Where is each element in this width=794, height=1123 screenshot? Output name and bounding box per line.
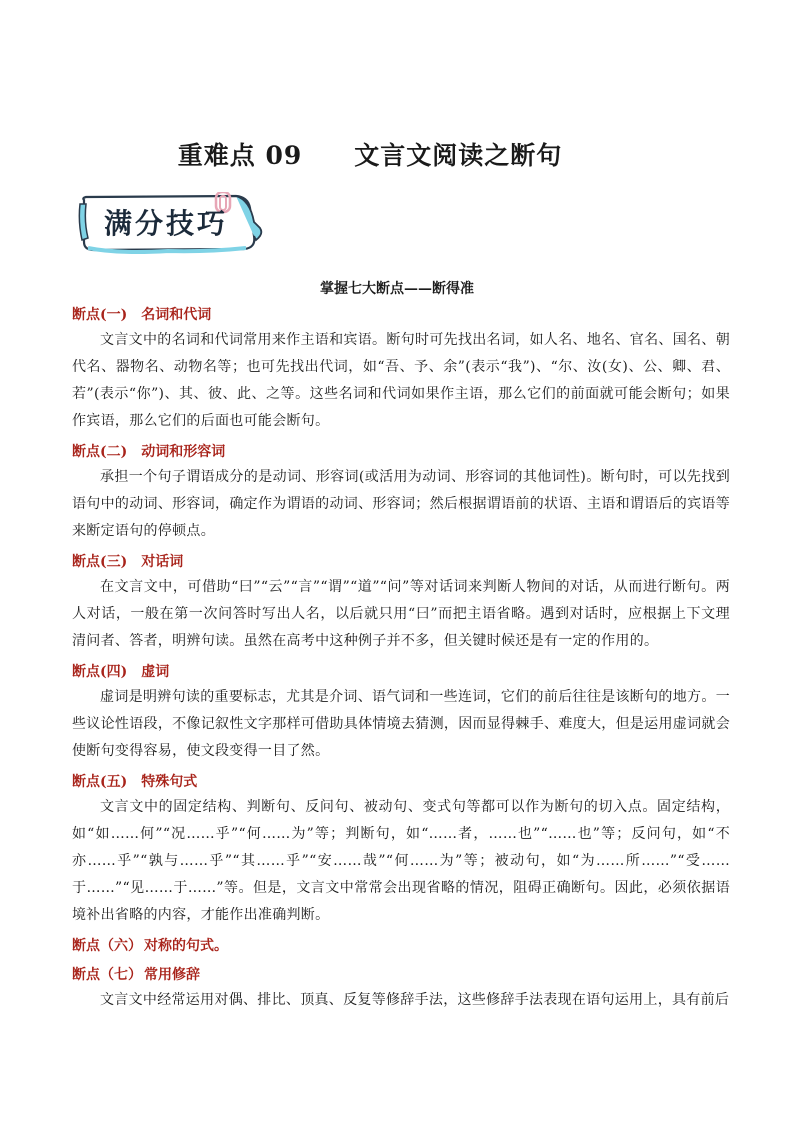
section-heading (72, 440, 730, 464)
section-number: 断点(三) (72, 554, 128, 570)
section-number: 断点(四) (72, 664, 128, 680)
section-heading-text: 特殊句式 (141, 774, 198, 790)
page-title-text: 文言文阅读之断句 (354, 141, 563, 170)
section-heading-text: 对称的句式。 (144, 938, 228, 954)
section-paragraph: 承担一个句子谓语成分的是动词、形容词(或活用为动词、形容词的其他词性)。断句时，可以先找到语句中的动词、形容词，确定作为谓语的动词、形容词；然后根据谓语前的状语、主语和谓语后的宾语等来断定语句的停顿点。 (72, 469, 730, 539)
section-number: 断点（七） (72, 967, 142, 983)
section-heading (72, 934, 730, 958)
section-paragraph: 文言文中的固定结构、判断句、反问句、被动句、变式句等都可以作为断句的切入点。固定结构，如“如……何”“况……乎”“何……为”等；判断句，如“……者，……也”“……也”等；反问句，如“不亦……乎”“孰与……乎”“其……乎”“安……哉”“何……为”等；被动句，如“为……所……”“受……于……”“见……于……”等。但是，文言文中常常会出现省略的情况，阻碍正确断句。因此，必须依据语境补出省略的内容，才能作出准确判断。 (72, 799, 730, 923)
page-title-code: 重难点 09 (177, 141, 303, 170)
section-heading-text: 名词和代词 (141, 307, 212, 323)
section-paragraph: 文言文中的名词和代词常用来作主语和宾语。断句时可先找出名词，如人名、地名、官名、国名、朝代名、器物名、动物名等；也可先找出代词，如“吾、予、余”(表示“我”)、“尔、汝(女)、公、卿、君、若”(表示“你”)、其、彼、此、之等。这些名词和代词如果作主语，那么它们的前面就可能会断句；如果作宾语，那么它们的后面也可能会断句。 (72, 332, 730, 429)
section-paragraph: 在文言文中，可借助“曰”“云”“言”“谓”“道”“问”等对话词来判断人物间的对话，从而进行断句。两人对话，一般在第一次问答时写出人名，以后就只用“曰”而把主语省略。遇到对话时，应根据上下文理清问者、答者，明辨句读。虽然在高考中这种例子并不多，但关键时候还是有一定的作用的。 (72, 579, 730, 649)
page-title (0, 136, 740, 172)
skill-badge (78, 192, 264, 254)
section-heading-text: 对话词 (141, 554, 184, 570)
section-number: 断点(一) (72, 307, 128, 323)
section-heading-text: 虚词 (141, 664, 170, 680)
document-body (72, 298, 730, 1014)
section-heading (72, 660, 730, 684)
section-number: 断点（六） (72, 938, 142, 954)
badge-label: 满分技巧 (103, 207, 228, 240)
section-paragraph: 虚词是明辨句读的重要标志，尤其是介词、语气词和一些连词，它们的前后往往是该断句的地方。一些议论性语段，不像记叙性文字那样可借助具体情境去猜测，因而显得棘手、难度大，但是运用虚词就会使断句变得容易，使文段变得一目了然。 (72, 689, 730, 759)
section-title: 掌握七大断点——断得准 (320, 281, 474, 297)
section-heading-text: 常用修辞 (144, 967, 200, 983)
section-heading (72, 303, 730, 327)
section-heading (72, 963, 730, 987)
section-number: 断点(五) (72, 774, 128, 790)
section-heading (72, 550, 730, 574)
section-heading (72, 770, 730, 794)
section-number: 断点(二) (72, 444, 128, 460)
section-paragraph: 文言文中经常运用对偶、排比、顶真、反复等修辞手法，这些修辞手法表现在语句运用上，具有前后 (100, 992, 730, 1008)
section-heading-text: 动词和形容词 (141, 444, 226, 460)
